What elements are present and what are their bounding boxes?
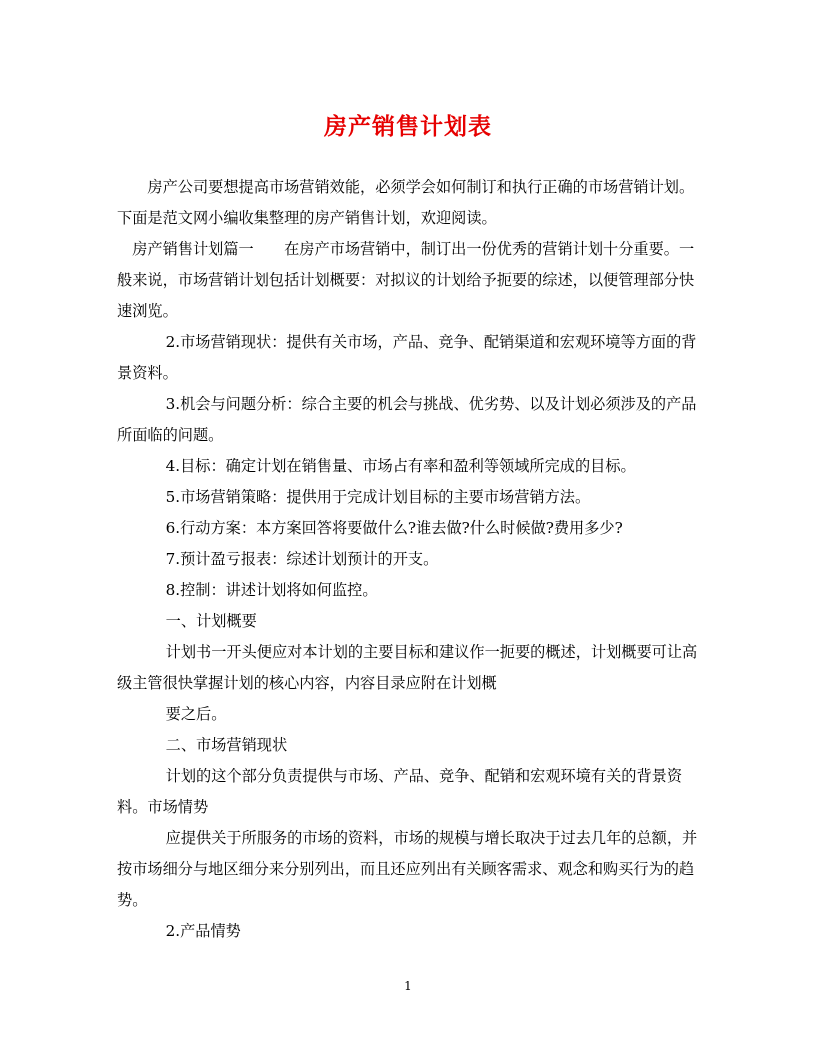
paragraph: 8.控制：讲述计划将如何监控。 [165,581,378,599]
section-heading: 二、市场营销现状 [165,736,288,754]
page-number: 1 [404,979,412,993]
paragraph: 要之后。 [165,705,227,723]
paragraph: 3.机会与问题分析：综合主要的机会与挑战、优劣势、以及计划必须涉及的产品所面临的问题。 [117,395,697,444]
paragraph: 房产公司要想提高市场营销效能，必须学会如何制订和执行正确的市场营销计划。下面是范文网小编收集整理的房产销售计划，欢迎阅读。 [117,178,695,227]
paragraph: 7.预计盈亏报表：综述计划预计的开支。 [165,550,439,568]
document-title: 房产销售计划表 [324,113,492,140]
paragraph: 6.行动方案：本方案回答将要做什么?谁去做?什么时候做?费用多少? [165,519,623,537]
paragraph: 计划的这个部分负责提供与市场、产品、竞争、配销和宏观环境有关的背景资料。市场情势 [117,767,682,816]
paragraph: 房产销售计划篇一 在房产市场营销中，制订出一份优秀的营销计划十分重要。一般来说，市场营销计划包括计划概要：对拟议的计划给予扼要的综述，以便管理部分快速浏览。 [117,240,695,320]
paragraph: 2.市场营销现状：提供有关市场，产品、竞争、配销渠道和宏观环境等方面的背景资料。 [117,333,697,382]
document-body [117,172,703,947]
section-heading: 一、计划概要 [165,612,257,630]
paragraph: 应提供关于所服务的市场的资料，市场的规模与增长取决于过去几年的总额，并按市场细分与地区细分来分别列出，而且还应列出有关顾客需求、观念和购买行为的趋势。 [117,829,698,909]
paragraph: 5.市场营销策略：提供用于完成计划目标的主要市场营销方法。 [165,488,591,506]
paragraph: 计划书一开头便应对本计划的主要目标和建议作一扼要的概述，计划概要可让高级主管很快掌握计划的核心内容，内容目录应附在计划概 [117,643,698,692]
paragraph: 2.产品情势 [165,922,241,940]
paragraph: 4.目标：确定计划在销售量、市场占有率和盈利等领域所完成的目标。 [165,457,636,475]
